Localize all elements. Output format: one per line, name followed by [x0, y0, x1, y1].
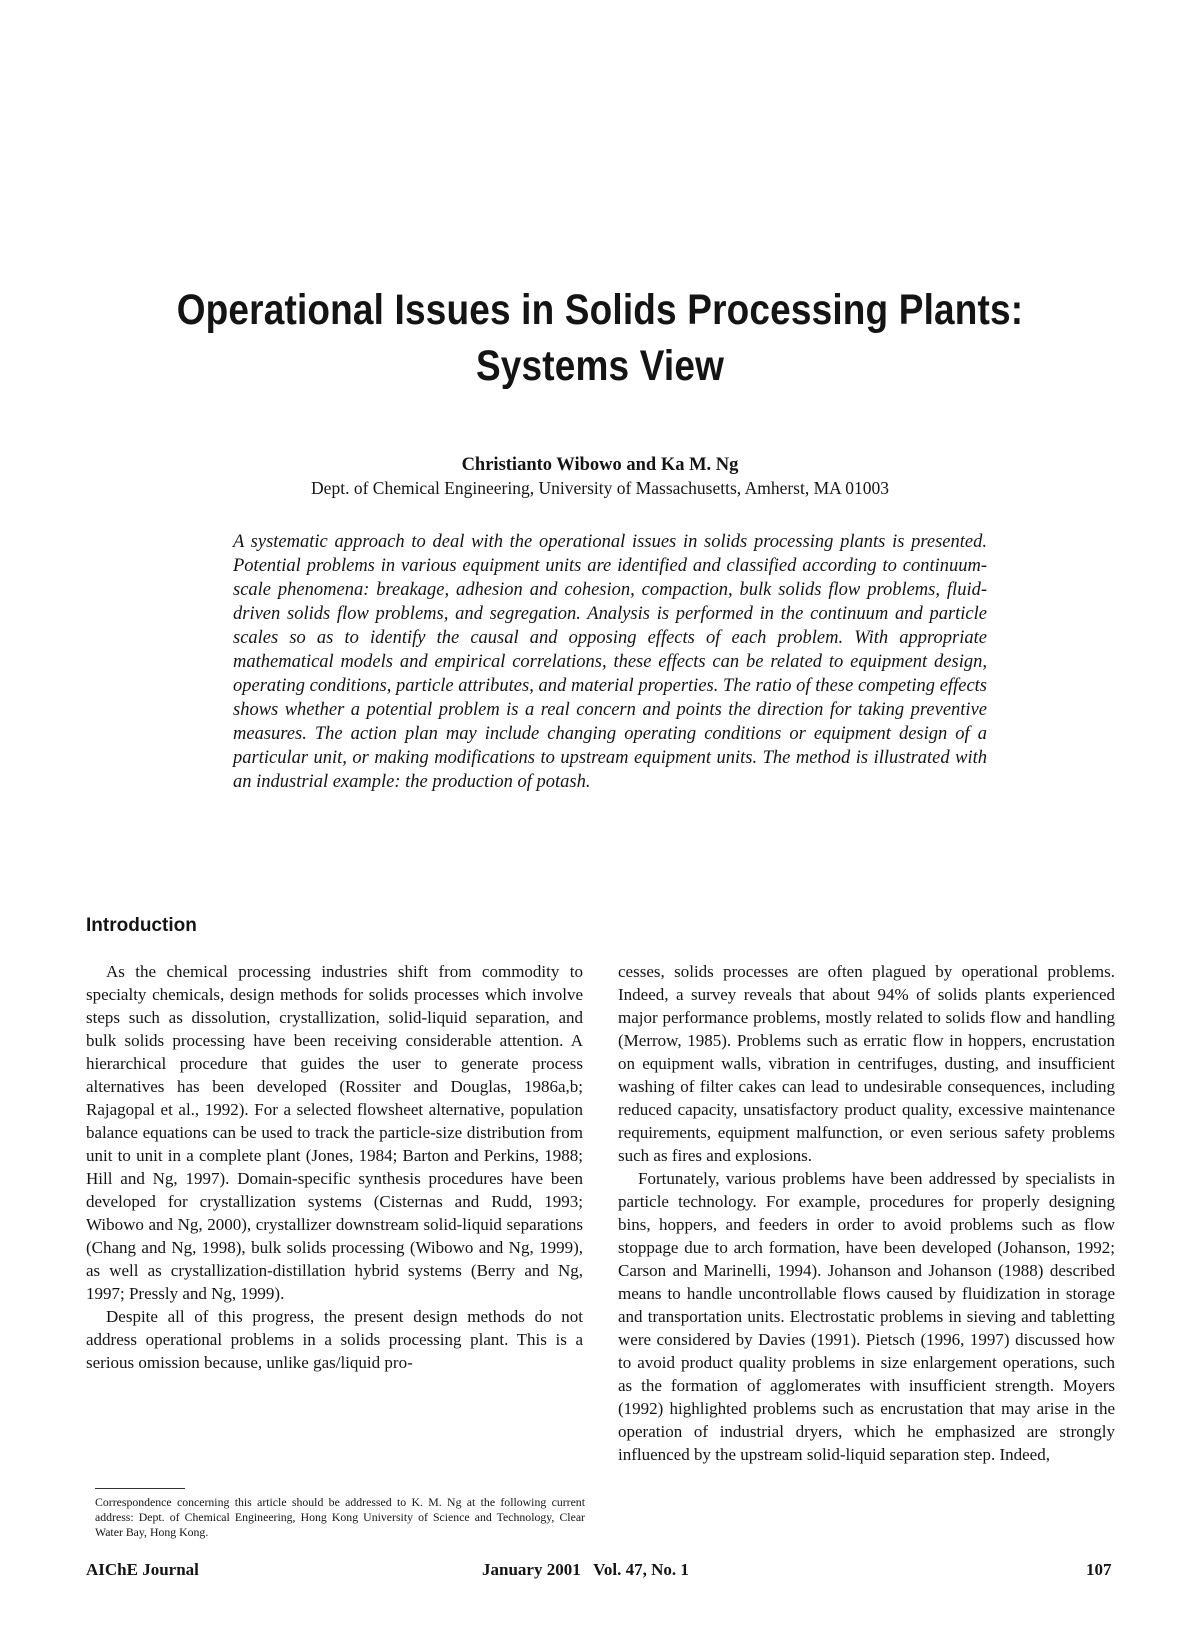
title-line-1: Operational Issues in Solids Processing Plants: — [176, 286, 1024, 334]
article-title — [84, 282, 1116, 394]
right-column — [618, 960, 1115, 1466]
footnote-text: Correspondence concerning this article should be addressed to K. M. Ng at the following current address: Dept. of Chemical Engineering, Hong Kong University of Science and Technology, Clear Water Bay, Hong Kong. — [95, 1495, 585, 1539]
correspondence-footnote — [95, 1495, 585, 1540]
footer-journal-name: AIChE Journal — [86, 1560, 199, 1579]
footer-page-number: 107 — [1086, 1560, 1112, 1579]
footnote-divider — [95, 1488, 185, 1489]
author-list: Christianto Wibowo and Ka M. Ng — [461, 455, 739, 475]
footer-issue: January 2001 Vol. 47, No. 1 — [482, 1560, 689, 1579]
section-heading-introduction: Introduction — [86, 915, 197, 936]
paragraph: Fortunately, various problems have been addressed by specialists in particle technology. For example, procedures for properly designing bins, hoppers, and feeders in order to avoid problems such as flow stoppage due to arch formation, have been developed (Johanson, 1992; Carson and Marinelli, 1994). Johanson and Johanson (1988) described means to handle uncontrollable flows caused by fluidization in storage and transportation units. Electrostatic problems in sieving and tabletting were considered by Davies (1991). Pietsch (1996, 1997) discussed how to avoid product quality problems in size enlargement operations, such as the formation of agglomerates with insufficient strength. Moyers (1992) highlighted problems such as encrustation that may arise in the operation of industrial dryers, which he emphasized are strongly influenced by the upstream solid-liquid separation step. Indeed, — [618, 1169, 1115, 1464]
paragraph: cesses, solids processes are often plagued by operational problems. Indeed, a survey reveals that about 94% of solids plants experienced major performance problems, mostly related to solids flow and handling (Merrow, 1985). Problems such as erratic flow in hoppers, encrustation on equipment walls, vibration in centrifuges, dusting, and insufficient washing of filter cakes can lead to undesirable consequences, including reduced capacity, unsatisfactory product quality, excessive maintenance requirements, equipment malfunction, or even serious safety problems such as fires and explosions. — [618, 962, 1115, 1165]
paragraph: As the chemical processing industries shift from commodity to specialty chemicals, design methods for solids processes which involve steps such as dissolution, crystallization, solid-liquid separation, and bulk solids processing have been receiving considerable attention. A hierarchical procedure that guides the user to generate process alternatives has been developed (Rossiter and Douglas, 1986a,b; Rajagopal et al., 1992). For a selected flowsheet alternative, population balance equations can be used to track the particle-size distribution from unit to unit in a complete plant (Jones, 1984; Barton and Perkins, 1988; Hill and Ng, 1997). Domain-specific synthesis procedures have been developed for crystallization systems (Cisternas and Rudd, 1993; Wibowo and Ng, 2000), crystallizer downstream solid-liquid separations (Chang and Ng, 1998), bulk solids processing (Wibowo and Ng, 1999), as well as crystallization-distillation hybrid systems (Berry and Ng, 1997; Pressly and Ng, 1999). — [86, 962, 583, 1303]
paragraph: Despite all of this progress, the present design methods do not address operational problems in a solids processing plant. This is a serious omission because, unlike gas/liquid pro- — [86, 1307, 583, 1372]
author-affiliation: Dept. of Chemical Engineering, University of Massachusetts, Amherst, MA 01003 — [311, 478, 889, 498]
left-column — [86, 960, 583, 1374]
abstract: A systematic approach to deal with the operational issues in solids processing plants is presented. Potential problems in various equipment units are identified and classified according to continuum-scale phenomena: breakage, adhesion and cohesion, compaction, bulk solids flow problems, fluid-driven solids flow problems, and segregation. Analysis is performed in the continuum and particle scales so as to identify the causal and opposing effects of each problem. With appropriate mathematical models and empirical correlations, these effects can be related to equipment design, operating conditions, particle attributes, and material properties. The ratio of these competing effects shows whether a potential problem is a real concern and points the direction for taking preventive measures. The action plan may include changing operating conditions or equipment design of a particular unit, or making modifications to upstream equipment units. The method is illustrated with an industrial example: the production of potash. — [233, 532, 987, 792]
title-line-2: Systems View — [475, 342, 725, 390]
